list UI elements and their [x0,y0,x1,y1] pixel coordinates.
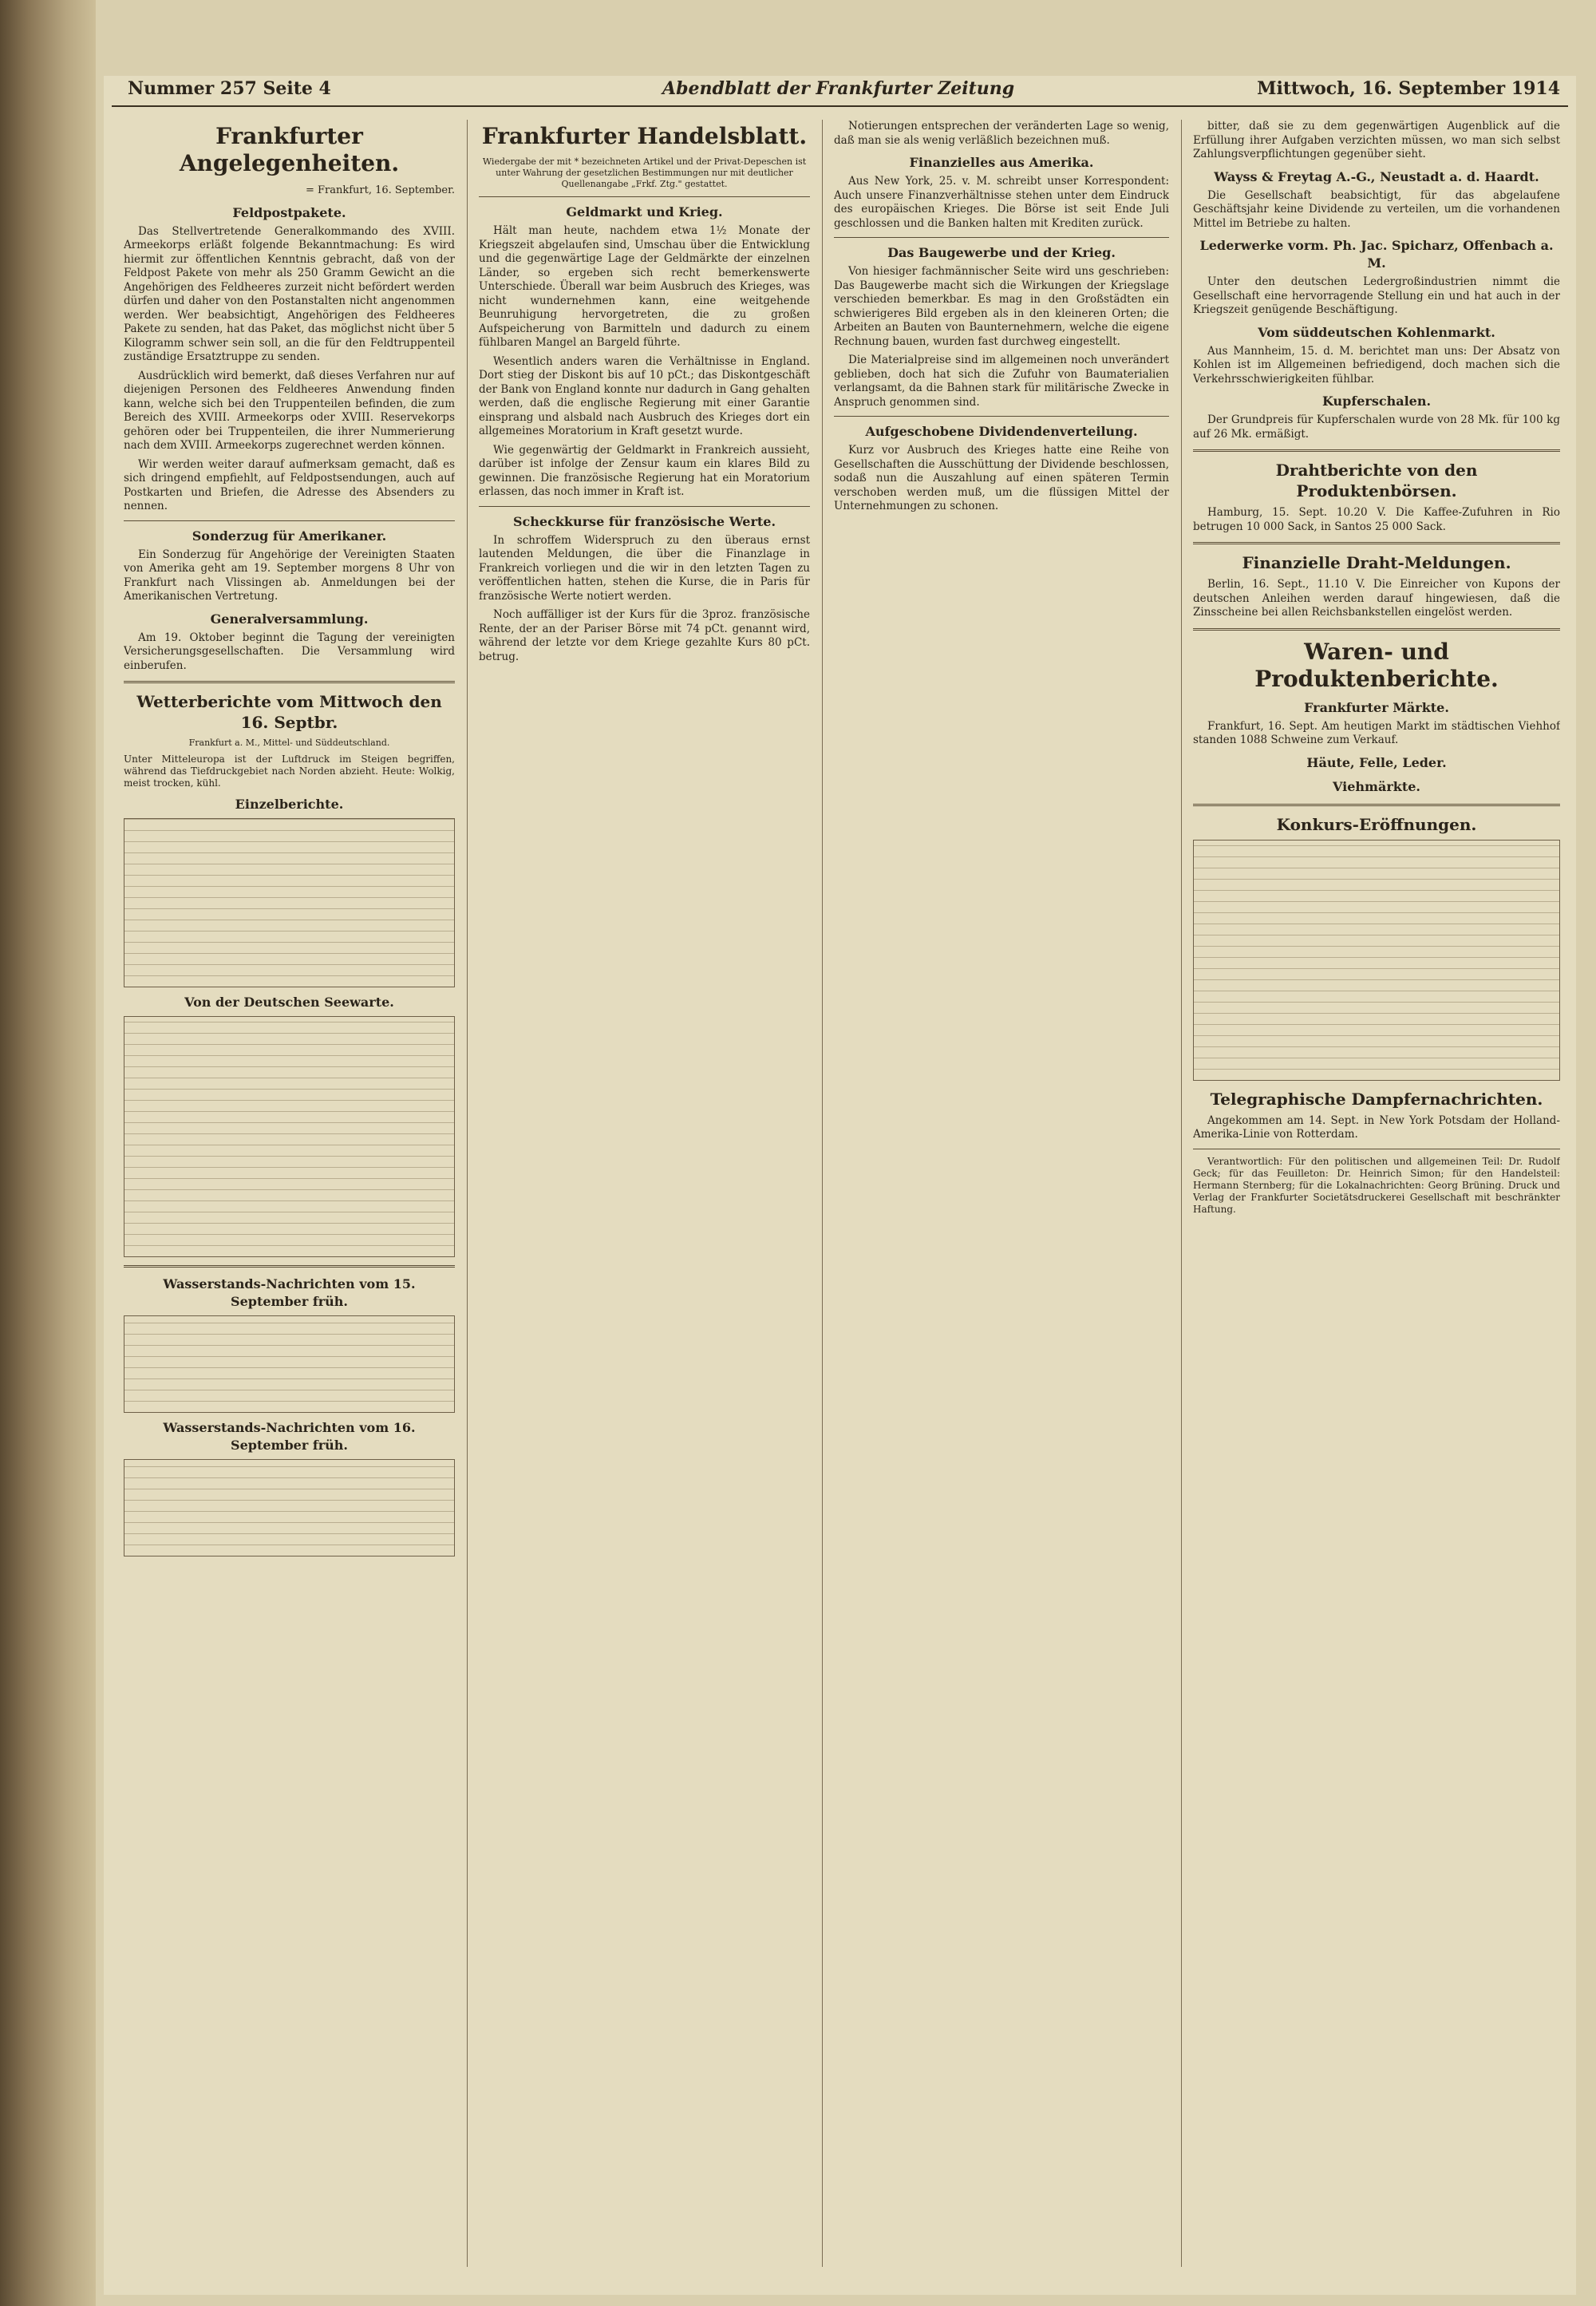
section-title: Frankfurter Angelegenheiten. [179,123,400,176]
article-paragraph: Wir werden weiter darauf aufmerksam gemacht, daß es sich dringend empfiehlt, auf Feldpostsendungen, auch auf Postkarten und Briefen, die Adresse des Absenders zu nennen. [124,457,455,512]
column-rule [467,120,468,2267]
column-handelsblatt [479,120,810,2275]
column-rule [822,120,823,2267]
column-frankfurter-angelegenheiten [124,120,455,2275]
article-paragraph: Hamburg, 15. Sept. 10.20 V. Die Kaffee-Zufuhren in Rio betrugen 10 000 Sack, in Santos 25 000 Sack. [1193,506,1560,533]
section-title: Finanzielle Draht-Meldungen. [1242,553,1511,572]
divider [1193,449,1560,452]
seewarte-stations-table [124,1016,455,1257]
page-header [112,73,1568,107]
article-heading: Vom süddeutschen Kohlenmarkt. [1258,324,1495,340]
article-paragraph: Wesentlich anders waren die Verhältnisse in England. Dort stieg der Diskont bis auf 10 pCt.; das Diskontgeschäft der Bank von England konnte nur dadurch in Gang gehalten werden, daß die englische Regierung mit einer Garantie einsprang und alsbald nach Ausbruch des Krieges dort ein allgemeines Moratorium in Kraft gesetzt wurde. [479,354,810,437]
article-paragraph: In schroffem Widerspruch zu den überaus ernst lautenden Meldungen, die über die Finanzlage in Frankreich vorliegen und die wir in den letzten Tagen zu veröffentlichen hatten, stehen die Kurse, die in Paris für französische Werte notiert werden. [479,533,810,603]
divider [1193,542,1560,544]
article-paragraph: Am 19. Oktober beginnt die Tagung der vereinigten Versicherungsgesellschaften. Die Versammlung wird einberufen. [124,631,455,672]
bankruptcy-table [1193,840,1560,1081]
article-heading: Finanzielles aus Amerika. [909,155,1094,170]
divider [834,237,1169,238]
article-paragraph: Berlin, 16. Sept., 11.10 V. Die Einreicher von Kupons der deutschen Anleihen werden darauf hingewiesen, daß die Zinsscheine bei allen Reichsbankstellen eingelöst werden. [1193,578,1560,619]
article-paragraph: Ein Sonderzug für Angehörige der Vereinigten Staaten von Amerika geht am 19. September morgens 8 Uhr von Frankfurt nach Vlissingen ab. Anmeldungen bei der Amerikanischen Vertretung. [124,548,455,603]
article-heading: Frankfurter Märkte. [1304,699,1449,715]
article-paragraph: Hält man heute, nachdem etwa 1½ Monate der Kriegszeit abgelaufen sind, Umschau über die Entwicklung und die gegenwärtige Lage der Geldmärkte der einzelnen Länder, so ergeben sich recht bemerkenswerte Unterschiede. Überall war beim Ausbruch des Krieges, was nicht wundernehmen kann, eine weitgehende Beunruhigung hervorgetreten, die zu großen Aufspeicherung von Barmitteln und dadurch zu einem fühlbaren Mangel an Bargeld führte. [479,224,810,349]
article-paragraph: Die Gesellschaft beabsichtigt, für das abgelaufene Geschäftsjahr keine Dividende zu verteilen, um die vorhandenen Mittel im Betriebe zu halten. [1193,188,1560,230]
dateline: = Frankfurt, 16. September. [305,184,455,196]
divider [479,196,810,197]
article-paragraph: Die Materialpreise sind im allgemeinen noch unverändert geblieben, doch hat sich die Zufuhr von Baumaterialien verlangsamt, da die Bahnen stark für militärische Zwecke in Anspruch genommen sind. [834,354,1169,409]
article-heading: Häute, Felle, Leder. [1306,754,1447,770]
article-heading: Das Baugewerbe und der Krieg. [887,245,1116,260]
article-paragraph: Aus New York, 25. v. M. schreibt unser Korrespondent: Auch unsere Finanzverhältnisse stehen unter dem Eindruck des europäischen Krieges. Die Börse ist seit Ende Juli geschlossen und die Banken halten mit Krediten zurück. [834,175,1169,230]
book-binding-gutter [0,0,96,2306]
article-heading: Viehmärkte. [1333,778,1420,794]
article-paragraph: Ausdrücklich wird bemerkt, daß dieses Verfahren nur auf diejenigen Personen des Feldheeres Anwendung finden kann, welche sich bei den Truppenteilen befinden, die zum Bereich des XVIII. Armeekorps oder XVIII. Reservekorps gehören oder bei Truppenteilen, die ihrer Nummerierung nach dem XVIII. Armeekorps zugerechnet werden können. [124,369,455,452]
section-title: Telegraphische Dampfernachrichten. [1210,1089,1543,1109]
article-paragraph: Unter den deutschen Ledergroßindustrien nimmt die Gesellschaft eine hervorragende Stellung ein und hat auch in der Kriegszeit genügende Beschäftigung. [1193,275,1560,316]
column-rule [1181,120,1182,2267]
column-markets [1193,120,1560,2275]
divider [834,416,1169,417]
divider [124,1265,455,1268]
issue-and-page-number: Nummer 257 Seite 4 [128,78,331,99]
article-heading: Kupferschalen. [1321,394,1432,409]
divider [1193,804,1560,806]
divider [1193,628,1560,631]
weather-report-title: Wetterberichte vom Mittwoch den 16. Septbr. [136,692,442,732]
water-levels-title: Wasserstands-Nachrichten vom 15. September früh. [163,1276,416,1309]
article-heading: Sonderzug für Amerikaner. [192,528,387,544]
divider [124,681,455,683]
article-heading: Scheckkurse für französische Werte. [512,513,776,529]
article-paragraph: Kurz vor Ausbruch des Krieges hatte eine Reihe von Gesellschaften die Ausschüttung der Dividende beschlossen, sodaß nun die Auszahlung auf einen späteren Termin verschoben werden muß, um die flüssigen Mittel der Unternehmungen zu schonen. [834,444,1169,512]
article-paragraph: Der Grundpreis für Kupferschalen wurde von 28 Mk. für 100 kg auf 26 Mk. ermäßigt. [1193,413,1560,441]
water-levels-table [124,1315,455,1413]
article-paragraph: Wie gegenwärtig der Geldmarkt in Frankreich aussieht, darüber ist infolge der Zensur kaum ein klares Bild zu gewinnen. Die französische Regierung hat ein Moratorium erlassen, das noch immer in Kraft ist. [479,443,810,498]
section-title: Drahtberichte von den Produktenbörsen. [1275,461,1478,500]
issue-date: Mittwoch, 16. September 1914 [1257,78,1560,99]
newspaper-masthead: Abendblatt der Frankfurter Zeitung [662,78,1015,99]
divider [124,520,455,521]
article-heading: Aufgeschobene Dividendenverteilung. [865,424,1138,439]
water-levels-table [124,1459,455,1556]
weather-table-title: Einzelberichte. [235,797,344,812]
seewarte-title: Von der Deutschen Seewarte. [184,995,394,1010]
article-paragraph: Notierungen entsprechen der veränderten Lage so wenig, daß man sie als wenig verläßlich bezeichnen muß. [834,120,1169,147]
article-heading: Wayss & Freytag A.-G., Neustadt a. d. Haardt. [1214,168,1539,184]
imprint: Verantwortlich: Für den politischen und allgemeinen Teil: Dr. Rudolf Geck; für das Feuilleton: Dr. Heinrich Simon; für den Handelsteil: Hermann Sternberg; für die Lokalnachrichten: Georg Brüning. Druck und Verlag der Frankfurter Societätsdruckerei Gesellschaft mit beschränkter Haftung. [1193,1155,1560,1215]
water-levels-title: Wasserstands-Nachrichten vom 16. September früh. [163,1420,416,1453]
weather-report-region: Frankfurt a. M., Mittel- und Süddeutschland. [188,738,390,748]
article-heading: Feldpostpakete. [232,204,346,220]
article-paragraph: Aus Mannheim, 15. d. M. berichtet man uns: Der Absatz von Kohlen ist im Allgemeinen befriedigend, doch machen sich die Verkehrsschwierigkeiten fühlbar. [1193,344,1560,386]
section-title: Frankfurter Handelsblatt. [481,123,808,149]
section-title: Waren- und Produktenberichte. [1254,638,1499,692]
article-paragraph: Von hiesiger fachmännischer Seite wird uns geschrieben: Das Baugewerbe macht sich die Wirkungen der Kriegslage verschieden bemerkbar. Es mag in den Großstädten ein schwierigeres Bild ergeben als in den kleineren Orten; die Arbeiten an Bauten von Baunternehmern, welche die eigene Rechnung bauen, wurden fast durchweg eingestellt. [834,265,1169,348]
section-title: Konkurs-Eröffnungen. [1276,814,1477,834]
article-paragraph: Das Stellvertretende Generalkommando des XVIII. Armeekorps erläßt folgende Bekanntmachung: Es wird hiermit zur öffentlichen Kenntnis gebracht, daß von der Feldpost Pakete von mehr als 250 Gramm Gewicht an die Angehörigen des Feldheeres zurzeit nicht befördert werden dürfen und daher von den Postanstalten nicht angenommen werden. Wer beabsichtigt, Angehörigen des Feldheeres Pakete zu senden, hat das Paket, das möglichst nicht über 5 Kilogramm schwer sein soll, an die für den Feldtruppenteil zuständige Ersatztruppe zu senden. [124,224,455,363]
article-heading: Generalversammlung. [210,611,369,627]
article-paragraph: Frankfurt, 16. Sept. Am heutigen Markt im städtischen Viehhof standen 1088 Schweine zum Verkauf. [1193,719,1560,746]
column-business-news [834,120,1169,2275]
article-heading: Lederwerke vorm. Ph. Jac. Spicharz, Offenbach a. M. [1199,238,1554,271]
article-paragraph: Noch auffälliger ist der Kurs für die 3proz. französische Rente, der an der Pariser Börse mit 74 pCt. genannt wird, während der letzte vor dem Kriege gezahlte Kurs 80 pCt. betrug. [479,608,810,663]
weather-stations-table [124,818,455,987]
divider [479,506,810,507]
copyright-note: Wiedergabe der mit * bezeichneten Artikel und der Privat-Depeschen ist unter Wahrung der gesetzlichen Bestimmungen nur mit deutlicher Quellenangabe „Frkf. Ztg." gestattet. [482,156,807,189]
article-paragraph: bitter, daß sie zu dem gegenwärtigen Augenblick auf die Erfüllung ihrer Aufgaben verzichten müssen, wo man sich selbst Zahlungsverpflichtungen gegenüber sieht. [1193,120,1560,160]
article-paragraph: Angekommen am 14. Sept. in New York Potsdam der Holland-Amerika-Linie von Rotterdam. [1193,1113,1560,1141]
article-heading: Geldmarkt und Krieg. [566,204,723,220]
weather-forecast-text: Unter Mitteleuropa ist der Luftdruck im Steigen begriffen, während das Tiefdruckgebiet nach Norden abzieht. Heute: Wolkig, meist trocken, kühl. [124,754,455,789]
